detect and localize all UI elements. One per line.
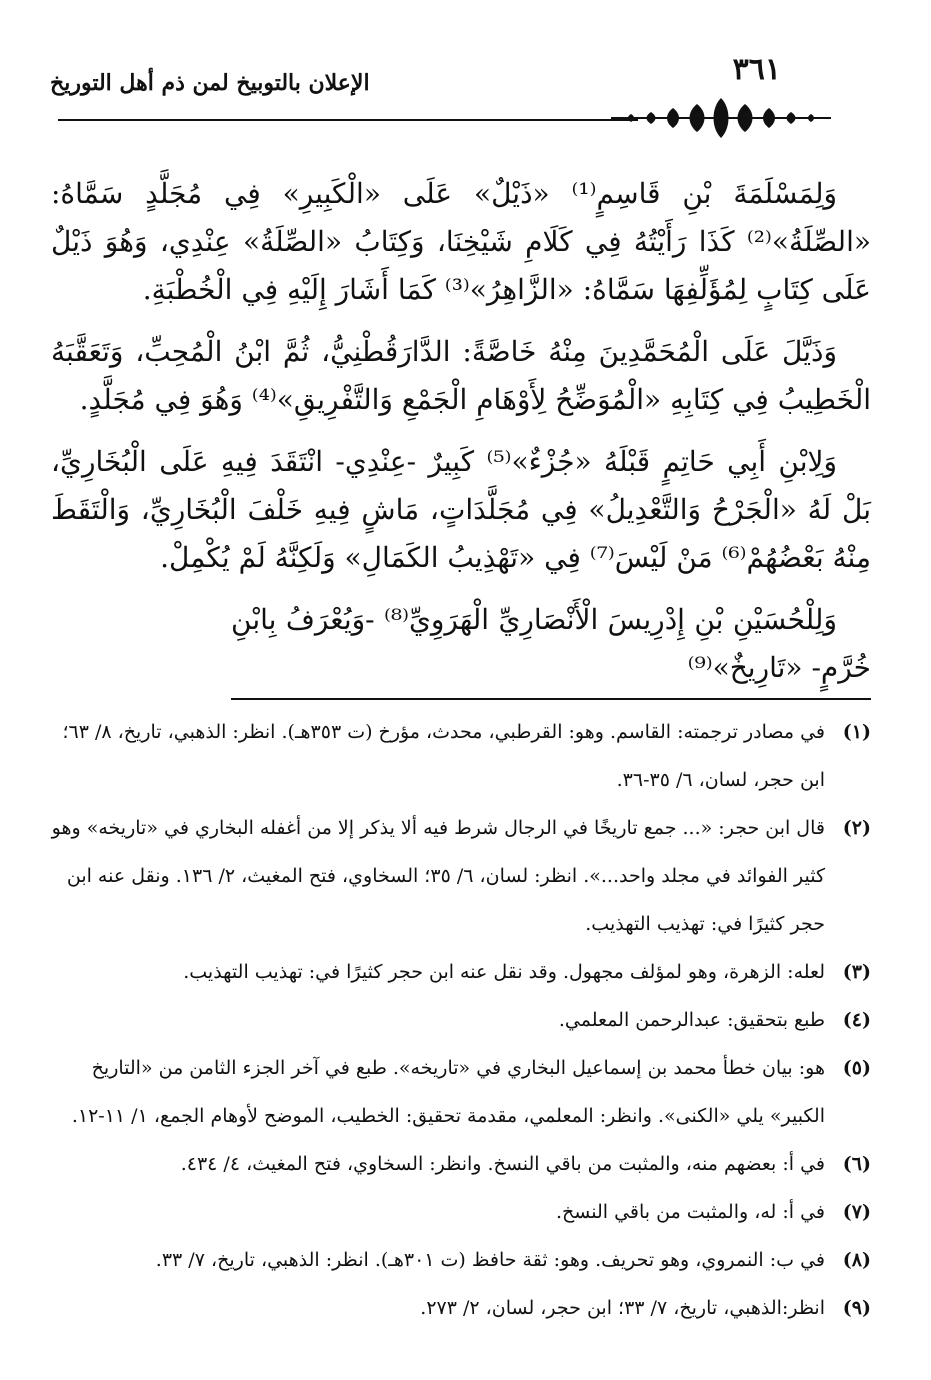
footnote-number: (٨)	[842, 1249, 871, 1271]
paragraph: وَلِلْحُسَيْنِ بْنِ إِدْرِيسَ الْأَنْصَارِيِّ الْهَرَوِيِّ⁽⁸⁾ -وَيُعْرَفُ بِابْنِ خُرَّمٍ- «تَارِيخٌ»⁽⁹⁾	[231, 596, 871, 700]
footnote-number: (١)	[842, 721, 871, 743]
footnote-text: طبع بتحقيق: عبدالرحمن المعلمي.	[558, 1009, 825, 1031]
footnote	[51, 804, 871, 948]
footnote-text: في أ: بعضهم منه، والمثبت من باقي النسخ. وانظر: السخاوي، فتح المغيث، ٤/ ٤٣٤.	[180, 1153, 825, 1175]
footnote	[51, 948, 871, 996]
ornament-icon	[611, 92, 831, 144]
footnote-text: انظر:الذهبي، تاريخ، ٧/ ٣٣؛ ابن حجر، لسان، ٢/ ٢٧٣.	[420, 1297, 825, 1319]
footnote	[51, 1188, 871, 1236]
footnote-text: قال ابن حجر: «... جمع تاريخًا في الرجال شرط فيه ألا يذكر إلا من أغفله البخاري في «تاريخه» وهو كثير الفوائد في مجلد واحد...». انظر: لسان، ٦/ ٣٥؛ السخاوي، فتح المغيث، ٢/ ١٣٦. ونقل عنه ابن حجر كثيرًا في: تهذيب التهذيب.	[51, 817, 825, 935]
footnote-number: (٢)	[842, 817, 871, 839]
footnote	[51, 1140, 871, 1188]
main-text	[51, 170, 871, 714]
footnote	[51, 1284, 871, 1332]
footnote-number: (٧)	[842, 1201, 871, 1223]
running-title: الإعلان بالتوبيخ لمن ذم أهل التوريخ	[50, 70, 370, 96]
footnote-number: (٥)	[842, 1057, 871, 1079]
footnote-text: في مصادر ترجمته: القاسم. وهو: القرطبي، محدث، مؤرخ (ت ٣٥٣هـ). انظر: الذهبي، تاريخ، ٨/ ٦٣؛ ابن حجر، لسان، ٦/ ٣٥-٣٦.	[62, 721, 825, 791]
footnote-number: (٤)	[842, 1009, 871, 1031]
paragraph: وَلِابْنِ أَبِي حَاتِمٍ قَبْلَهُ «جُزْءٌ»⁽⁵⁾ كَبِيرٌ -عِنْدِي- انْتَقَدَ فِيهِ عَلَى الْبُخَارِيِّ، بَلْ لَهُ «الْجَرْحُ وَالتَّعْدِيلُ» فِي مُجَلَّدَاتٍ، مَاشٍ فِيهِ خَلْفَ الْبُخَارِيِّ، وَالْتَقَطَ مِنْهُ بَعْضُهُمْ⁽⁶⁾ مَنْ لَيْسَ⁽⁷⁾ فِي «تَهْذِيبُ الكَمَالِ» وَلَكِنَّهُ لَمْ يُكْمِلْ.	[51, 445, 871, 574]
footnote-number: (٦)	[842, 1153, 871, 1175]
page-number: ٣٦١	[732, 52, 781, 87]
footnote-number: (٣)	[842, 961, 871, 983]
footnotes	[51, 708, 871, 1332]
footnote-text: هو: بيان خطأ محمد بن إسماعيل البخاري في «تاريخه». طبع في آخر الجزء الثامن من «التاريخ الكبير» يلي «الكنى». وانظر: المعلمي، مقدمة تحقيق: الخطيب، الموضح لأوهام الجمع، ١/ ١١-١٢.	[71, 1057, 825, 1127]
footnote	[51, 996, 871, 1044]
paragraph: وَذَيَّلَ عَلَى الْمُحَمَّدِينَ مِنْهُ خَاصَّةً: الدَّارَقُطْنِيُّ، ثُمَّ ابْنُ الْمُحِبِّ، وَتَعَقَّبَهُ الْخَطِيبُ فِي كِتَابِهِ «الْمُوَضِّحُ لِأَوْهَامِ الْجَمْعِ وَالتَّفْرِيقِ»⁽⁴⁾ وَهُوَ فِي مُجَلَّدٍ.	[51, 335, 871, 416]
footnote-number: (٩)	[842, 1297, 871, 1319]
footnote-text: لعله: الزهرة، وهو لمؤلف مجهول. وقد نقل عنه ابن حجر كثيرًا في: تهذيب التهذيب.	[183, 961, 825, 983]
footnote	[51, 1236, 871, 1284]
footnote	[51, 708, 871, 804]
footnote-text: في ب: النمروي، وهو تحريف. وهو: ثقة حافظ (ت ٣٠١هـ). انظر: الذهبي، تاريخ، ٧/ ٣٣.	[155, 1249, 825, 1271]
footnote-text: في أ: له، والمثبت من باقي النسخ.	[556, 1201, 825, 1223]
footnote	[51, 1044, 871, 1140]
paragraph: وَلِمَسْلَمَةَ بْنِ قَاسِمٍ⁽¹⁾ «ذَيْلٌ» عَلَى «الْكَبِيرِ» فِي مُجَلَّدٍ سَمَّاهُ: «الصِّلَةُ»⁽²⁾ كَذَا رَأَيْتُهُ فِي كَلَامِ شَيْخِنَا، وَكِتَابُ «الصِّلَةُ» عِنْدِي، وَهُوَ ذَيْلٌ عَلَى كِتَابٍ لِمُؤَلِّفِهَا سَمَّاهُ: «الزَّاهِرُ»⁽³⁾ كَمَا أَشَارَ إِلَيْهِ فِي الْخُطْبَةِ.	[51, 177, 871, 306]
header-rule	[58, 119, 638, 121]
